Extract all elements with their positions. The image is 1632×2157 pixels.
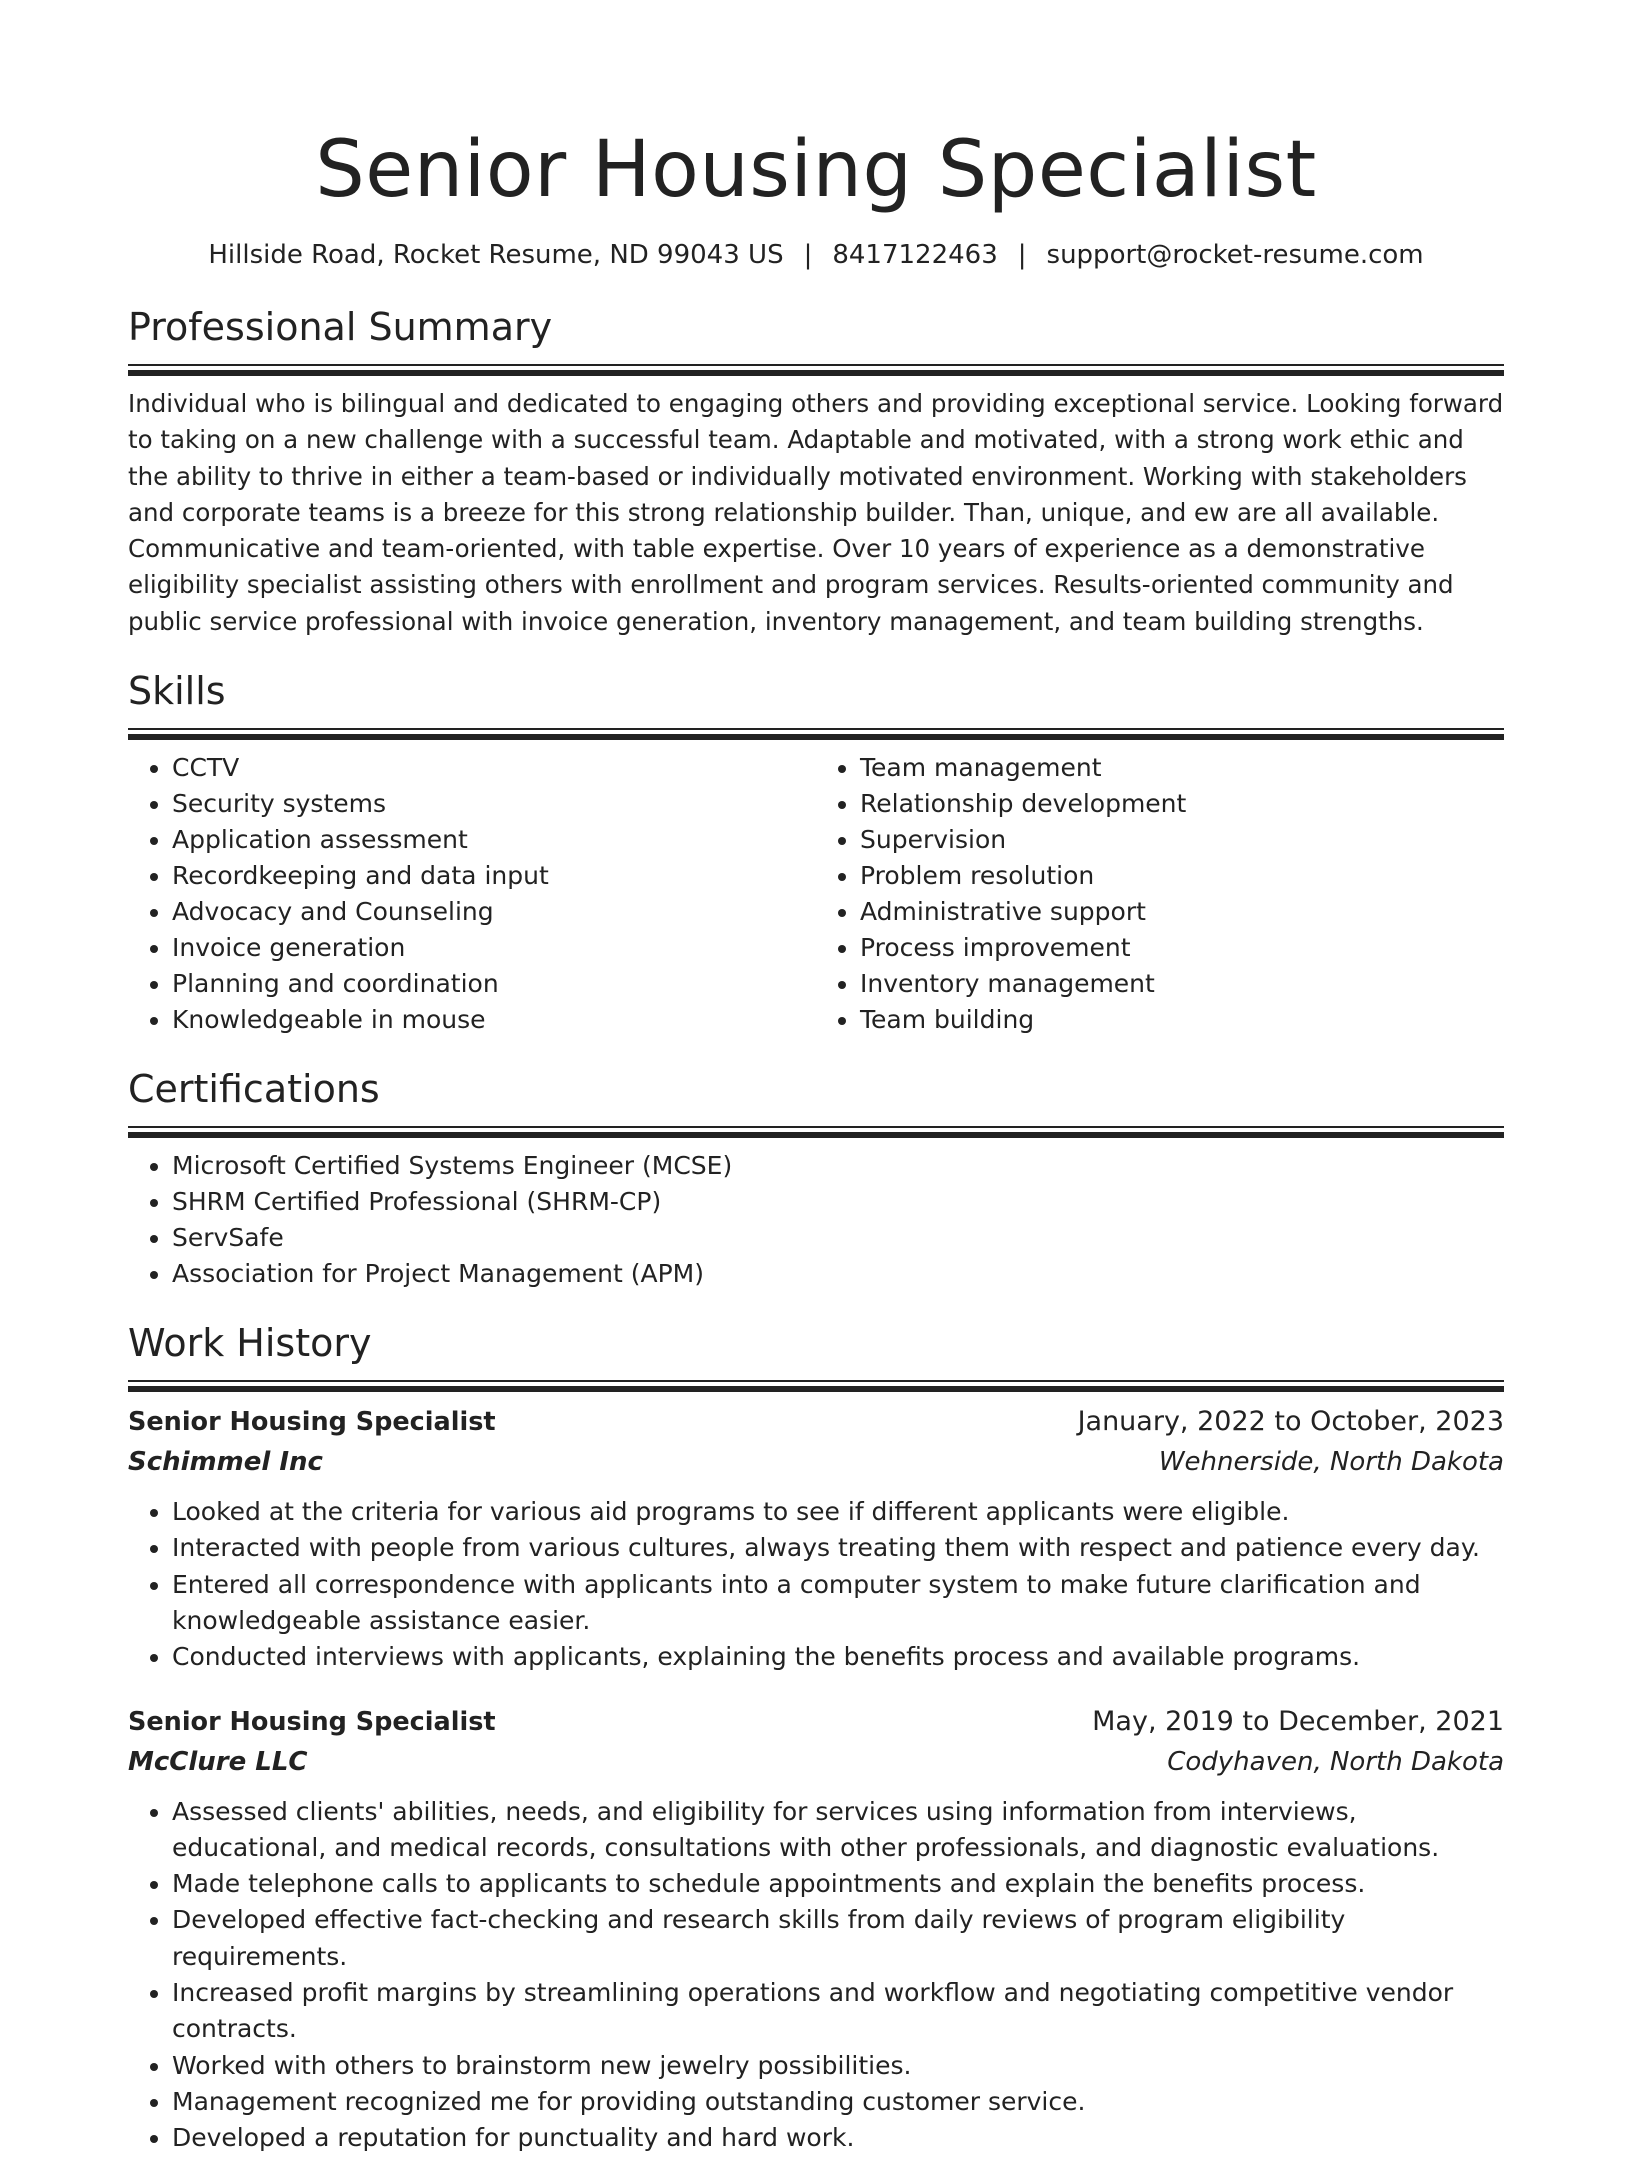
skill-item: • Security systems [172, 786, 816, 822]
job-title: Senior Housing Specialist [128, 1407, 496, 1438]
skill-item: • CCTV [172, 750, 816, 786]
job-bullets [128, 1494, 1504, 1675]
skills-section [128, 668, 1504, 1038]
contact-separator: | [1017, 240, 1027, 270]
job-bullet: • Looked at the criteria for various aid programs to see if different applicants were eligible. [172, 1494, 1504, 1530]
job-bullet: • Made telephone calls to applicants to schedule appointments and explain the benefits process. [172, 1866, 1504, 1902]
job-bullet: • Management recognized me for providing outstanding customer service. [172, 2084, 1504, 2120]
skills-heading: Skills [128, 669, 226, 714]
certification-item: • Microsoft Certified Systems Engineer (MCSE) [172, 1148, 1504, 1184]
skill-item: • Problem resolution [860, 858, 1504, 894]
skill-item: • Team building [860, 1002, 1504, 1038]
skill-item: • Invoice generation [172, 930, 816, 966]
skill-item: • Advocacy and Counseling [172, 894, 816, 930]
skill-item: • Application assessment [172, 822, 816, 858]
certifications-list [128, 1148, 1504, 1292]
section-divider [128, 1126, 1504, 1132]
job-bullet: • Increased profit margins by streamlining operations and workflow and negotiating competitive vendor contracts. [172, 1975, 1504, 2048]
certifications-heading: Certifications [128, 1067, 380, 1112]
job-entry [128, 1702, 1504, 2157]
skill-item: • Supervision [860, 822, 1504, 858]
skill-item: • Relationship development [860, 786, 1504, 822]
job-company-row [128, 1442, 1504, 1482]
section-divider [128, 364, 1504, 370]
job-header-row [128, 1702, 1504, 1742]
job-bullet: • Worked with others to brainstorm new jewelry possibilities. [172, 2048, 1504, 2084]
job-location: Codyhaven, North Dakota [1167, 1746, 1504, 1777]
certification-item: • SHRM Certified Professional (SHRM-CP) [172, 1184, 1504, 1220]
job-bullet: • Assessed clients' abilities, needs, and eligibility for services using information from interviews, educational, and medical records, consultations with other professionals, and diagnostic evaluations. [172, 1794, 1504, 1867]
job-bullet: • Developed effective fact-checking and research skills from daily reviews of program eligibility requirements. [172, 1902, 1504, 1975]
contact-address: Hillside Road, Rocket Resume, ND 99043 US [208, 240, 784, 270]
summary-section [128, 304, 1504, 640]
page-title: Senior Housing Specialist [315, 125, 1317, 215]
job-bullets [128, 1794, 1504, 2157]
job-dates: January, 2022 to October, 2023 [1077, 1406, 1504, 1438]
job-entry [128, 1402, 1504, 1675]
job-company: McClure LLC [128, 1746, 308, 1777]
job-bullet: • Interacted with people from various cultures, always treating them with respect and patience every day. [172, 1530, 1504, 1566]
job-bullet: • Conducted interviews with applicants, explaining the benefits process and available programs. [172, 1639, 1504, 1675]
skill-item: • Planning and coordination [172, 966, 816, 1002]
skill-item: • Recordkeeping and data input [172, 858, 816, 894]
skill-item: • Team management [860, 750, 1504, 786]
certification-item: • Association for Project Management (APM) [172, 1256, 1504, 1292]
job-header-row [128, 1402, 1504, 1442]
skills-list-right [816, 750, 1504, 1038]
section-divider [128, 728, 1504, 734]
contact-email: support@rocket-resume.com [1046, 240, 1424, 270]
work-history-section [128, 1320, 1504, 2156]
section-divider [128, 1380, 1504, 1386]
job-company-row [128, 1742, 1504, 1782]
work-history-heading: Work History [128, 1321, 372, 1366]
skill-item: • Administrative support [860, 894, 1504, 930]
skills-columns [128, 750, 1504, 1038]
summary-text: Individual who is bilingual and dedicated to engaging others and providing exceptional service. Looking forward to taking on a new challenge with a successful team. Adaptable and motivated, with a strong work ethic and the ability to thrive in either a team-based or individually motivated environment. Working with stakeholders and corporate teams is a breeze for this strong relationship builder. Than, unique, and ew are all available. Communicative and team-oriented, with table expertise. Over 10 years of experience as a demonstrative eligibility specialist assisting others with enrollment and program services. Results-oriented community and public service professional with invoice generation, inventory management, and team building strengths. [128, 389, 1504, 636]
skill-item: • Knowledgeable in mouse [172, 1002, 816, 1038]
job-dates: May, 2019 to December, 2021 [1092, 1705, 1504, 1737]
summary-heading: Professional Summary [128, 305, 553, 349]
skill-item: • Process improvement [860, 930, 1504, 966]
contact-line [128, 238, 1504, 272]
certification-item: • ServSafe [172, 1220, 1504, 1256]
certifications-section [128, 1066, 1504, 1292]
job-location: Wehnerside, North Dakota [1158, 1447, 1504, 1478]
job-title: Senior Housing Specialist [128, 1706, 496, 1737]
contact-separator: | [803, 240, 813, 270]
skills-list-left [128, 750, 816, 1038]
job-bullet: • Developed a reputation for punctuality and hard work. [172, 2120, 1504, 2156]
contact-phone: 8417122463 [832, 240, 998, 270]
job-company: Schimmel Inc [128, 1447, 323, 1478]
job-bullet: • Entered all correspondence with applicants into a computer system to make future clarification and knowledgeable assistance easier. [172, 1567, 1504, 1640]
skill-item: • Inventory management [860, 966, 1504, 1002]
